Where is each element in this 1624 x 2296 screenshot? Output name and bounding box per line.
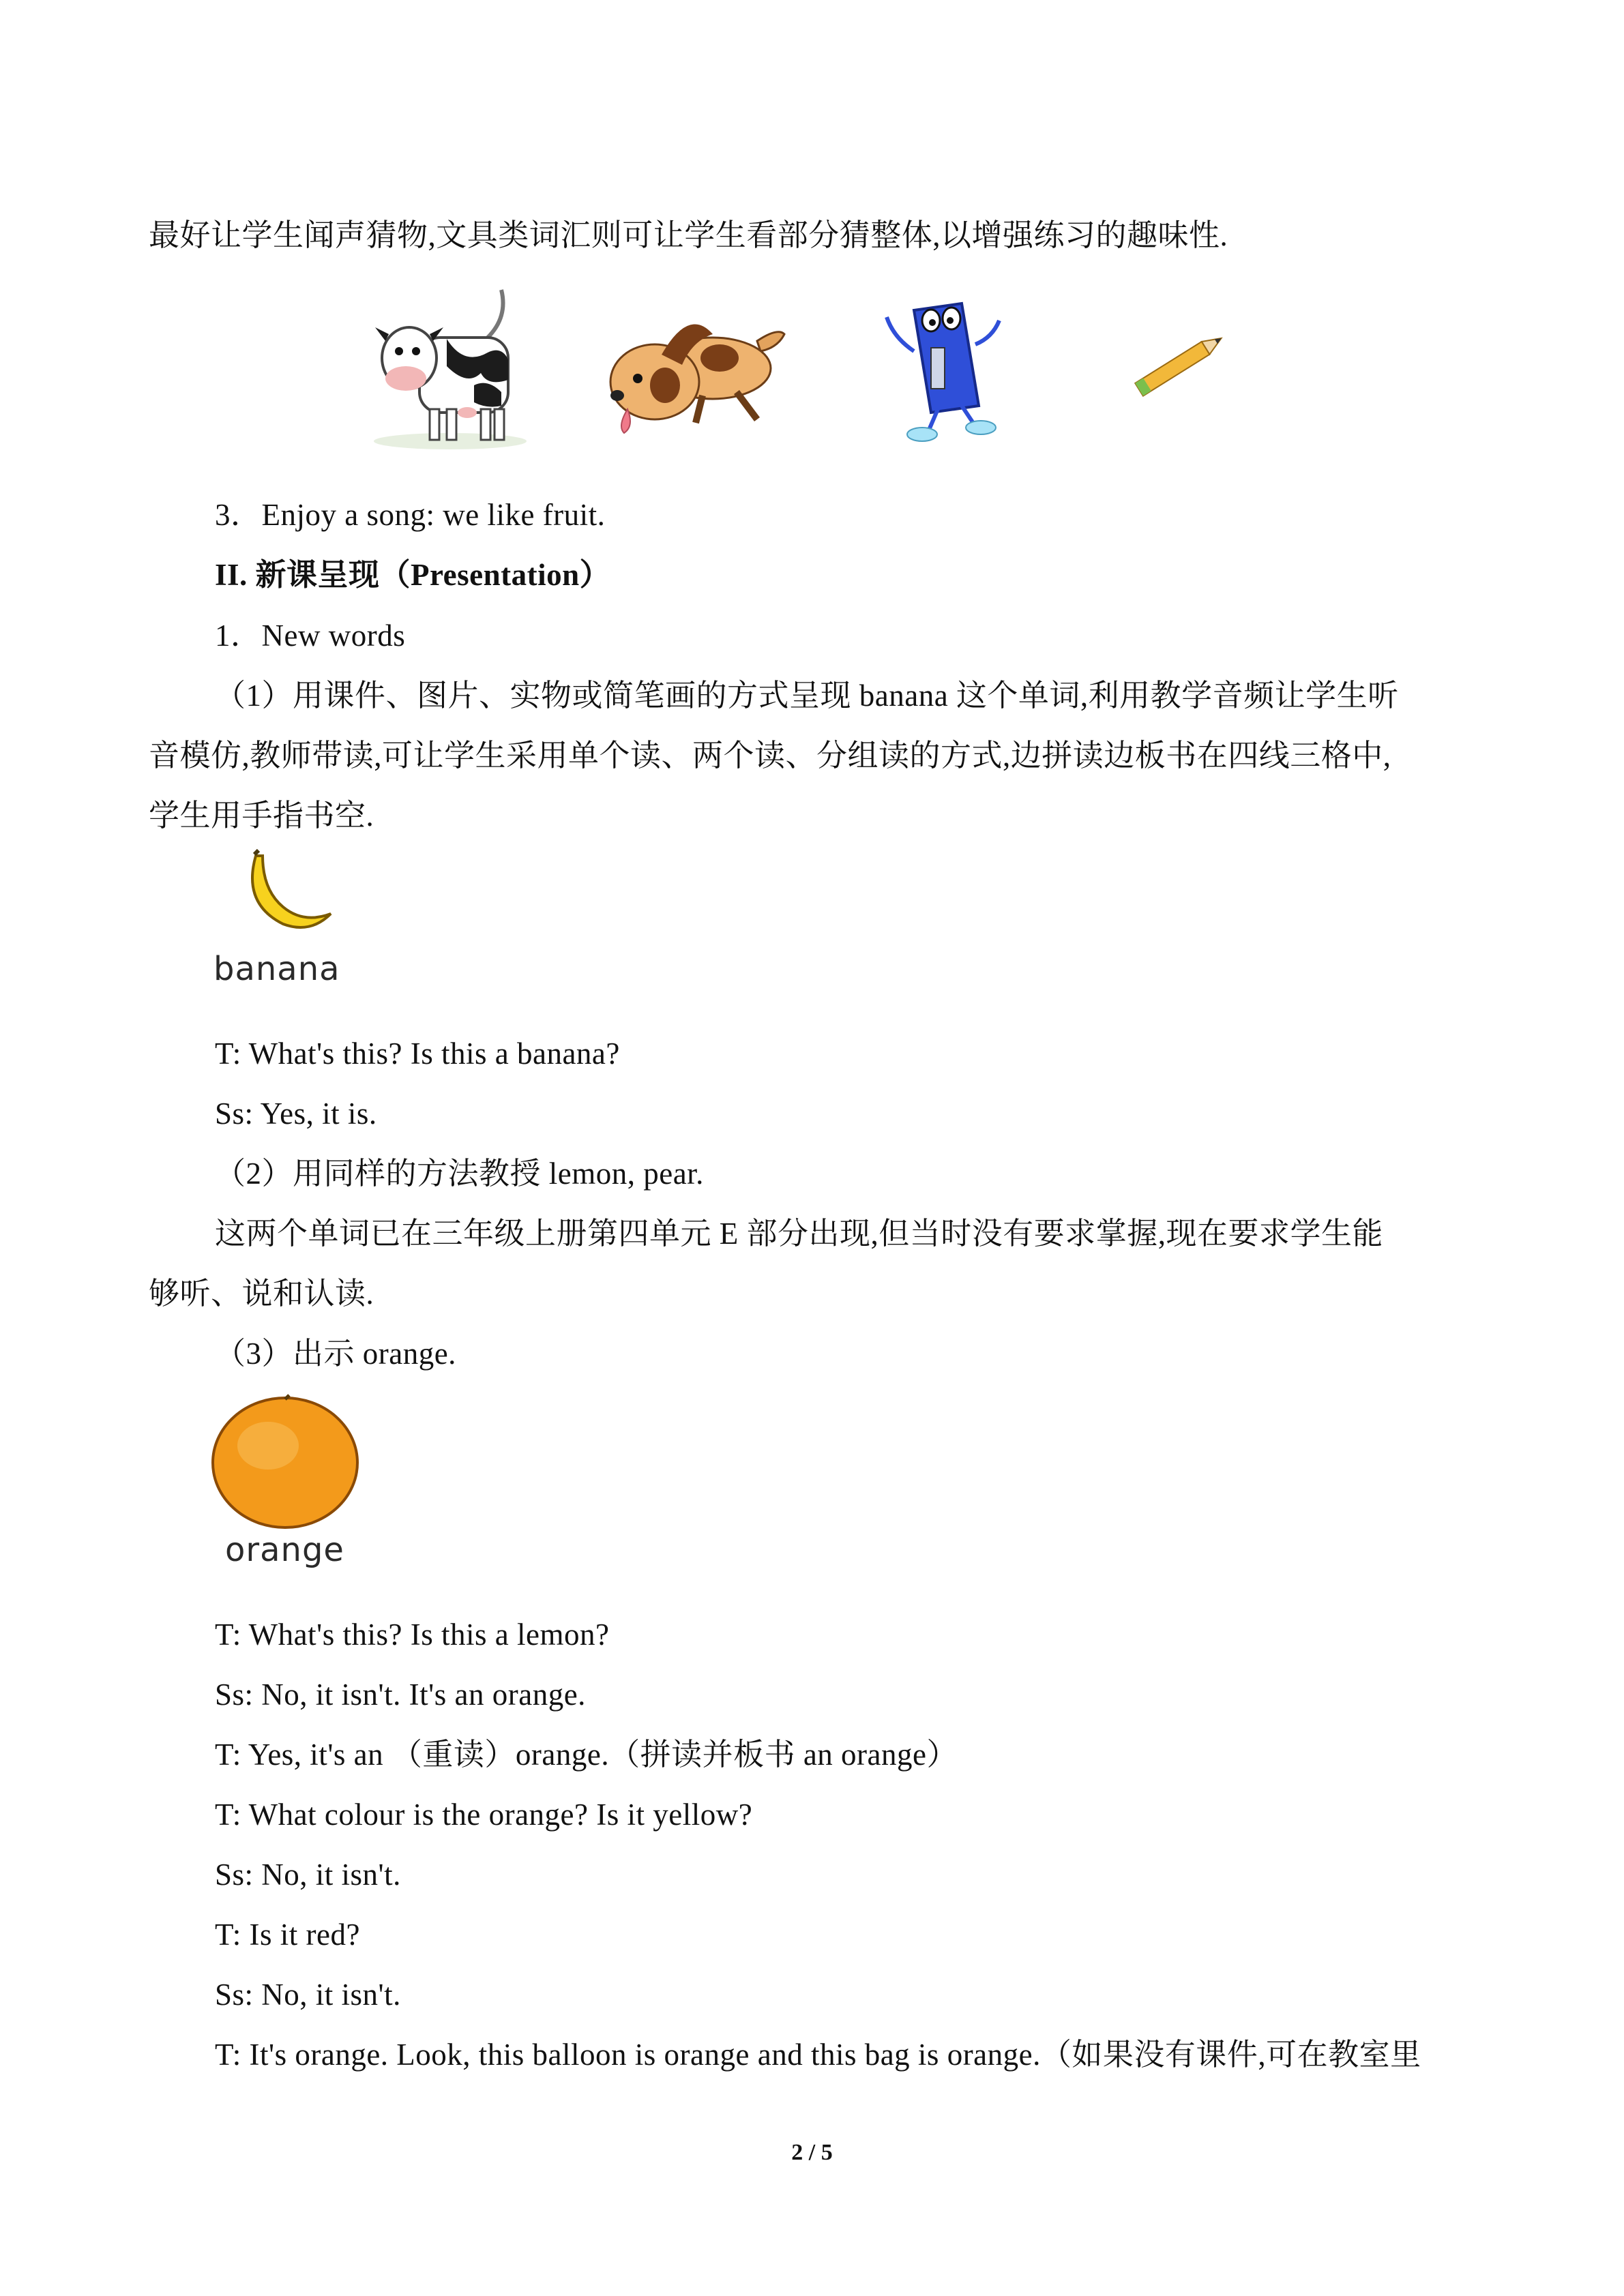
item-3: 3．Enjoy a song: we like fruit. [215, 498, 606, 532]
dialogue-t4: T: What colour is the orange? Is it yellow? [215, 1798, 753, 1832]
dialogue-t3: T: Yes, it's an （重读）orange.（拼读并板书 an orange） [215, 1738, 958, 1772]
dialogue-s4: Ss: No, it isn't. [215, 1978, 401, 2012]
pencil-sharpener-illustration [873, 283, 1003, 443]
pencil-illustration [1125, 327, 1235, 402]
dialogue-t1: T: What's this? Is this a banana? [215, 1037, 620, 1071]
cow-illustration [372, 283, 529, 450]
dialogue-s1: Ss: Yes, it is. [215, 1097, 377, 1131]
orange-illustration [210, 1391, 364, 1531]
dialogue-t6: T: It's orange. Look, this balloon is orange and this bag is orange.（如果没有课件,可在教室里 [215, 2038, 1421, 2072]
paragraph-1-line-1: （1）用课件、图片、实物或简笔画的方式呈现 banana 这个单词,利用教学音频让学生听 [215, 679, 1399, 713]
banana-label: banana [213, 950, 340, 988]
item-1-new-words: 1．New words [215, 618, 406, 653]
dialogue-t5: T: Is it red? [215, 1918, 360, 1952]
intro-paragraph: 最好让学生闻声猜物,文具类词汇则可让学生看部分猜整体,以增强练习的趣味性. [149, 218, 1228, 252]
dog-illustration [600, 300, 791, 436]
paragraph-3-line-1: 这两个单词已在三年级上册第四单元 E 部分出现,但当时没有要求掌握,现在要求学生能 [215, 1217, 1383, 1251]
paragraph-1-line-2: 音模仿,教师带读,可让学生采用单个读、两个读、分组读的方式,边拼读边板书在四线三格中, [149, 739, 1391, 773]
paragraph-1-line-3: 学生用手指书空. [149, 799, 374, 833]
paragraph-4: （3）出示 orange. [215, 1337, 456, 1371]
section-heading-presentation: II. 新课呈现（Presentation） [215, 558, 611, 592]
orange-label: orange [225, 1531, 344, 1569]
dialogue-s2: Ss: No, it isn't. It's an orange. [215, 1678, 586, 1712]
page-number: 2 / 5 [791, 2140, 833, 2165]
dialogue-s3: Ss: No, it isn't. [215, 1858, 401, 1892]
paragraph-2: （2）用同样的方法教授 lemon, pear. [215, 1157, 704, 1191]
paragraph-3-line-2: 够听、说和认读. [149, 1277, 374, 1311]
banana-illustration [228, 849, 338, 938]
dialogue-t2: T: What's this? Is this a lemon? [215, 1617, 610, 1652]
